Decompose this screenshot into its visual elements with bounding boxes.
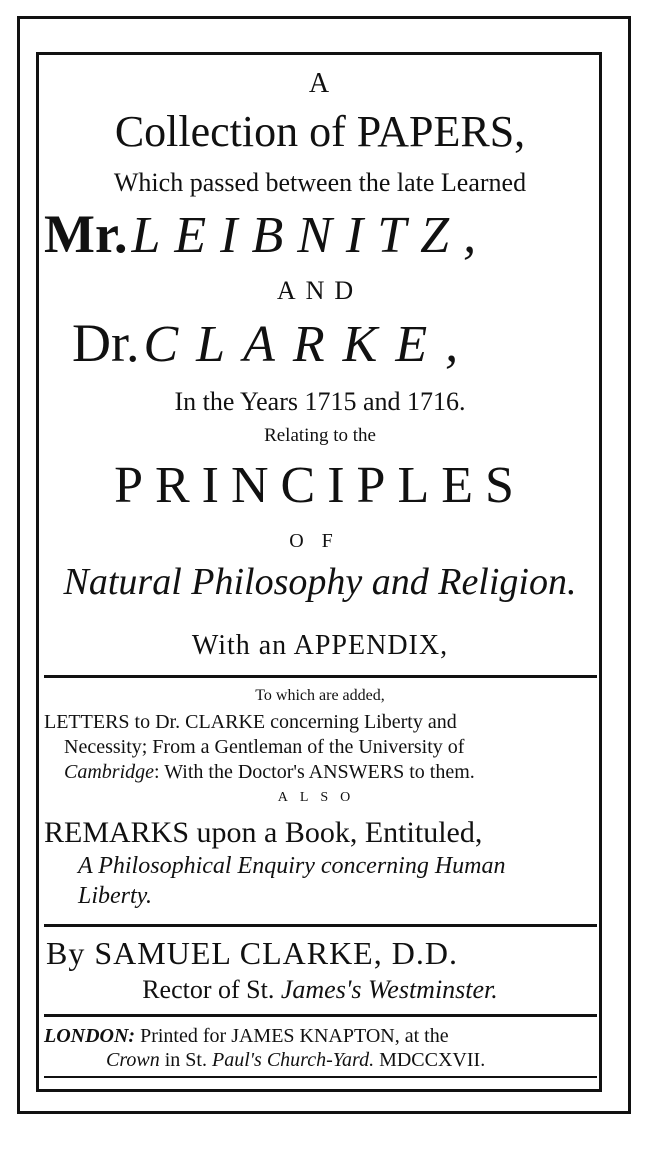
title-clarke-line	[72, 312, 600, 382]
imprint-london: LONDON:	[44, 1025, 136, 1047]
imprint-line-1	[44, 1024, 596, 1048]
imprint-printed-for: Printed for JAMES KNAPTON, at the	[140, 1025, 449, 1047]
title-relating: Relating to the	[264, 425, 376, 446]
imprint-crown: Crown	[106, 1049, 160, 1071]
rule-4	[44, 1076, 597, 1078]
rector-of: Rector of St.	[142, 975, 275, 1004]
rule-3	[44, 1014, 597, 1017]
title-leibnitz-line	[44, 203, 600, 269]
imprint-in-st: in St.	[164, 1049, 207, 1071]
letters-answers: : With the Doctor's ANSWERS to them.	[154, 761, 475, 783]
remarks-line-2: A Philosophical Enquiry concerning Human	[78, 853, 506, 879]
letters-line-1: LETTERS to Dr. CLARKE concerning Liberty and	[44, 711, 457, 733]
title-which-passed: Which passed between the late Learned	[113, 168, 527, 197]
title-dr: Dr.	[72, 313, 140, 373]
remarks-paragraph	[44, 815, 596, 911]
title-of: OF	[289, 530, 351, 552]
by-author: By SAMUEL CLARKE, D.D.	[46, 935, 458, 971]
imprint	[44, 1024, 596, 1072]
to-which-added: To which are added,	[255, 687, 385, 704]
remarks-line-1: REMARKS upon a Book, Entituled,	[44, 816, 483, 849]
also-label: ALSO	[277, 790, 363, 805]
imprint-line-2	[44, 1048, 596, 1072]
title-years: In the Years 1715 and 1716.	[174, 387, 466, 416]
remarks-line-3: Liberty.	[78, 883, 153, 909]
title-and: AND	[276, 276, 364, 305]
rector-westminster: James's Westminster.	[280, 975, 498, 1004]
rule-1	[44, 675, 597, 678]
title-a: A	[308, 68, 332, 99]
rector-line	[40, 975, 600, 1005]
title-collection: Collection of PAPERS,	[114, 107, 526, 156]
title-appendix: With an APPENDIX,	[191, 630, 449, 661]
title-clarke: CLARKE,	[143, 316, 477, 373]
imprint-date: MDCCXVII.	[379, 1049, 486, 1071]
title-leibnitz: LEIBNITZ,	[131, 207, 491, 264]
letters-cambridge: Cambridge	[64, 761, 154, 783]
letters-paragraph	[44, 710, 596, 785]
title-natural-philosophy: Natural Philosophy and Religion.	[63, 561, 577, 603]
letters-line-2: Necessity; From a Gentleman of the University of	[64, 736, 465, 758]
title-principles: PRINCIPLES	[114, 457, 526, 514]
rule-2	[44, 924, 597, 927]
letters-line-3	[44, 760, 596, 785]
title-mr: Mr.	[44, 204, 128, 264]
imprint-churchyard: Paul's Church-Yard.	[211, 1049, 375, 1071]
